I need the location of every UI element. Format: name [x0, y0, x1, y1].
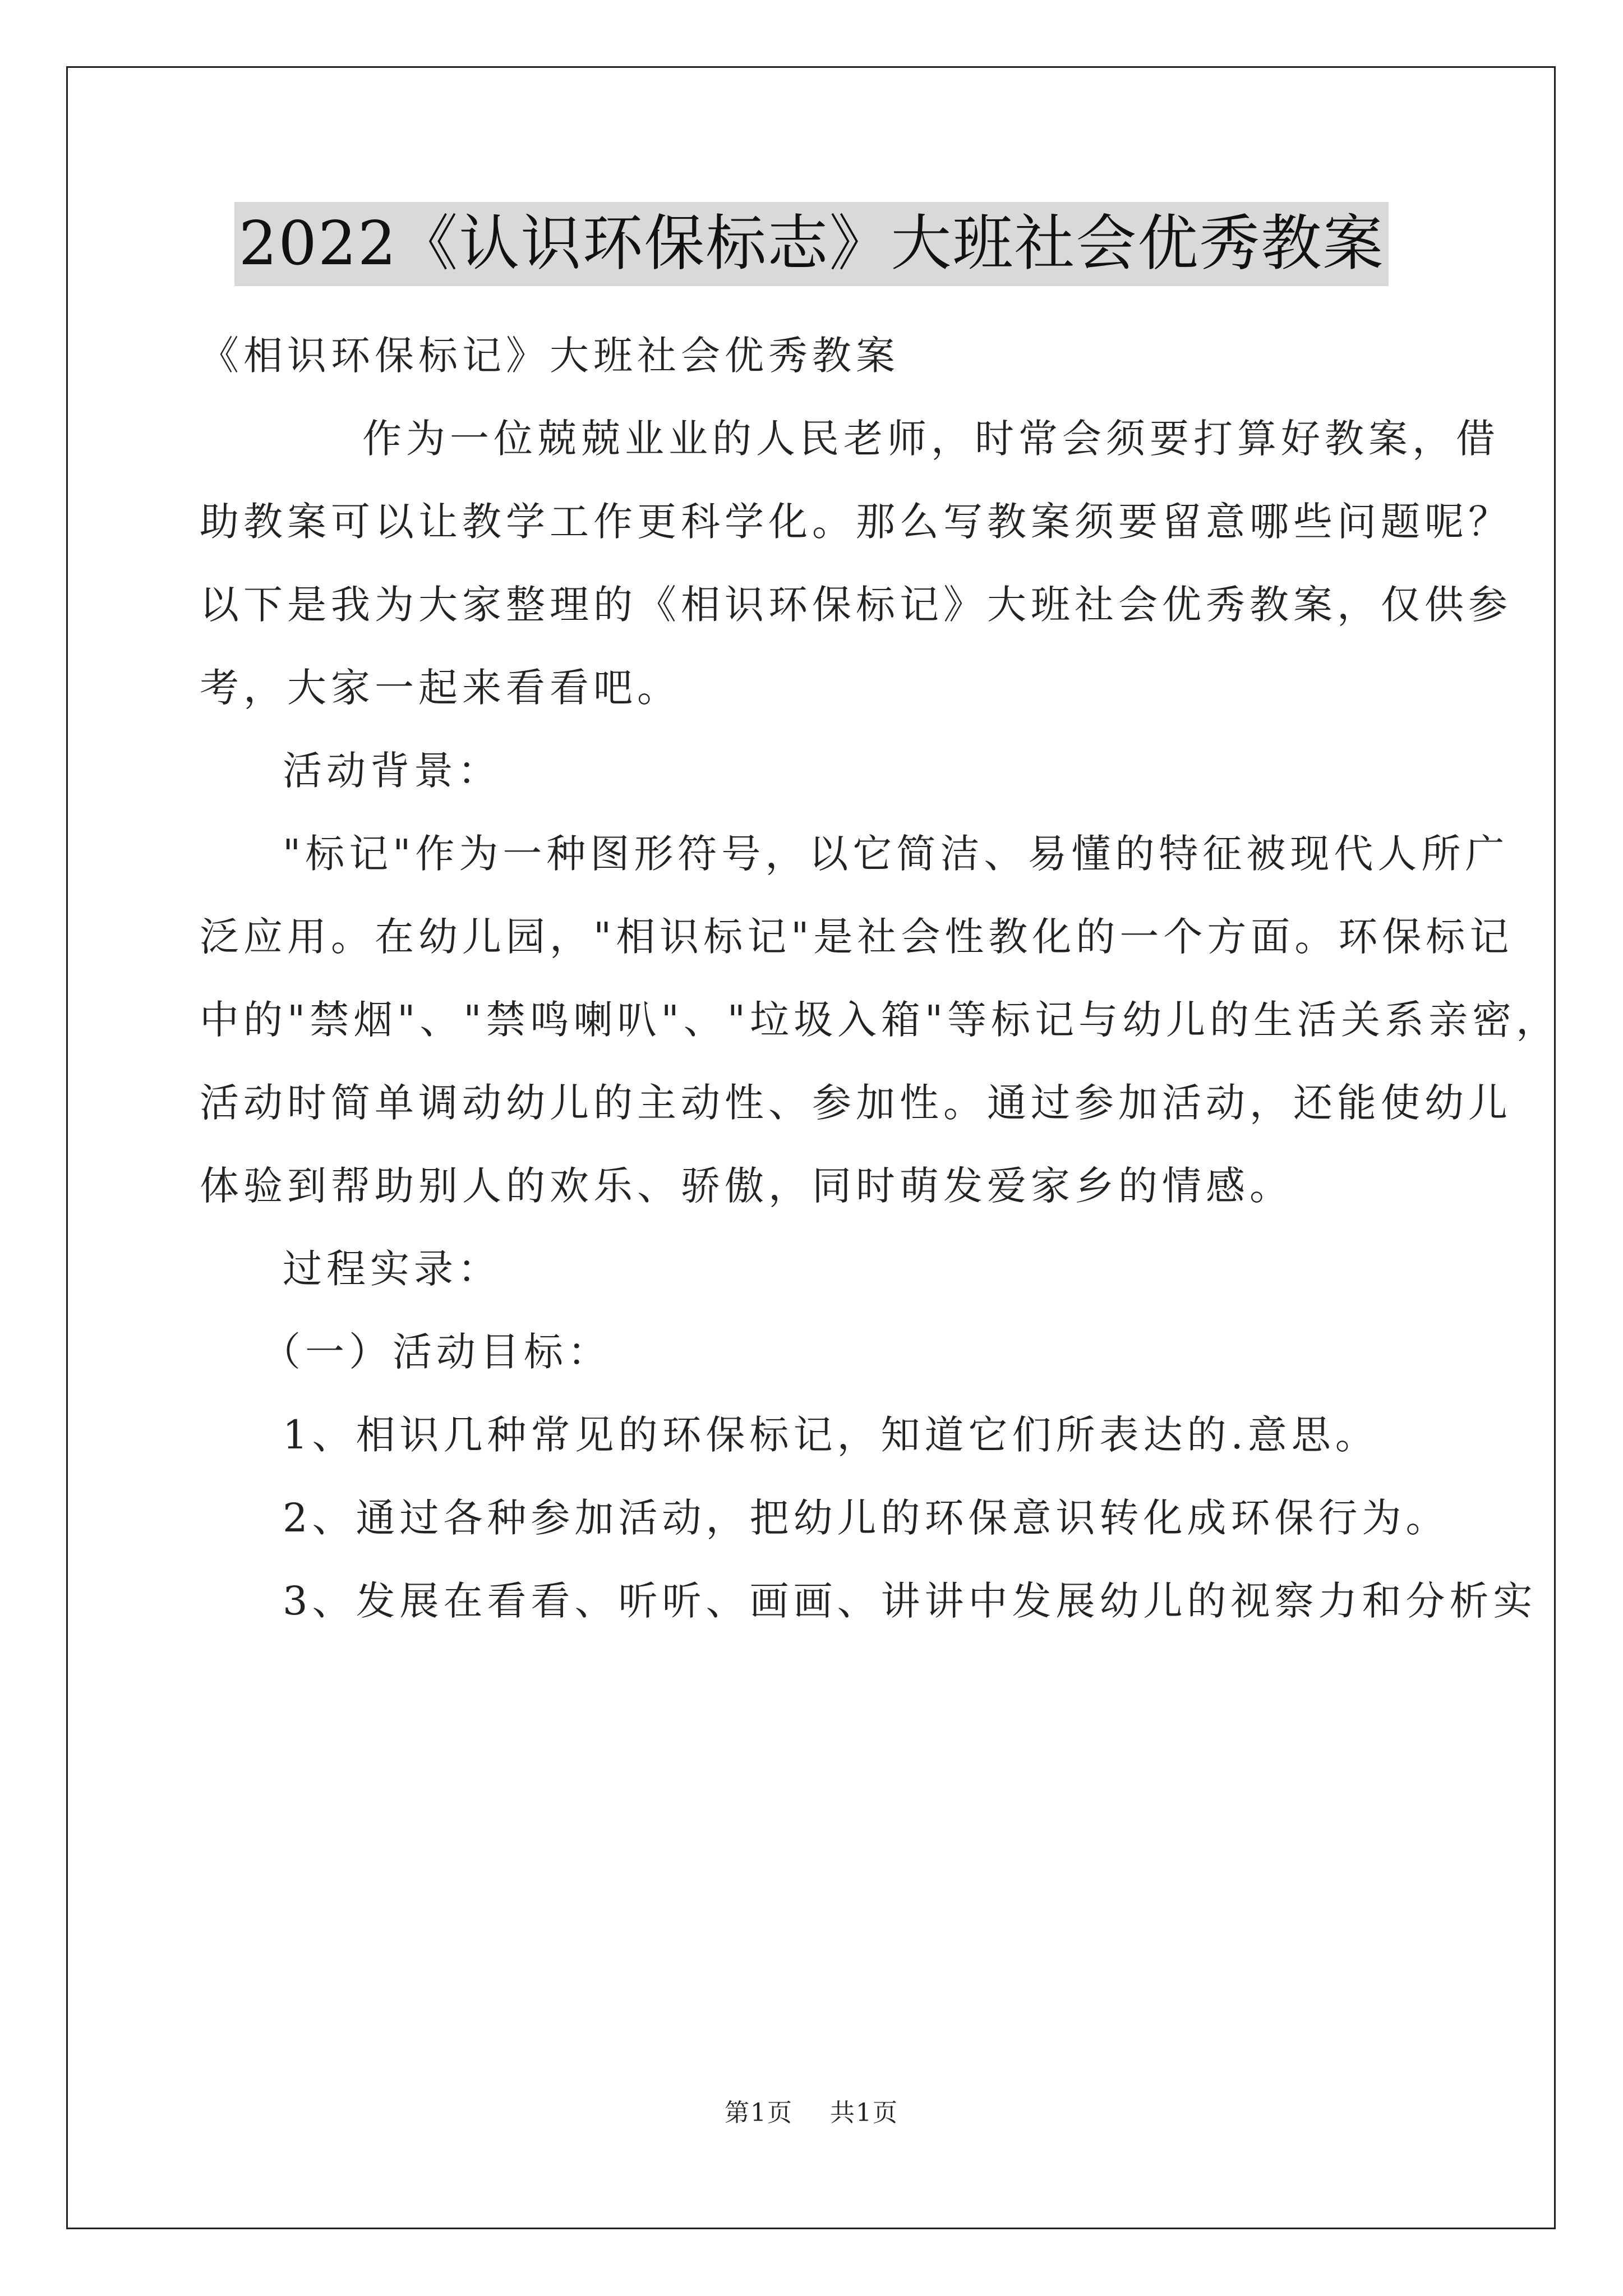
page-footer [0, 2092, 1623, 2128]
paragraph-line: 泛应用。在幼儿园，"相识标记"是社会性教化的一个方面。环保标记 [200, 914, 1514, 960]
page-total: 共1页 [830, 2099, 898, 2127]
paragraph-line: 活动时简单调动幼儿的主动性、参加性。通过参加活动，还能使幼儿 [200, 1080, 1512, 1126]
list-item: 2、通过各种参加活动，把幼儿的环保意识转化成环保行为。 [283, 1495, 1450, 1541]
paragraph-line: 以下是我为大家整理的《相识环保标记》大班社会优秀教案，仅供参 [200, 582, 1512, 628]
page-number: 第1页 [725, 2099, 793, 2127]
paragraph-line: 考，大家一起来看看吧。 [200, 665, 681, 711]
title-container [0, 202, 1623, 286]
subtitle-line: 《相识环保标记》大班社会优秀教案 [200, 333, 900, 379]
section-heading: （一）活动目标： [261, 1329, 611, 1375]
document-body [200, 314, 1560, 1642]
section-heading: 过程实录： [283, 1246, 501, 1292]
paragraph-line: 中的"禁烟"、"禁鸣喇叭"、"垃圾入箱"等标记与幼儿的生活关系亲密， [200, 997, 1560, 1043]
paragraph-line: 体验到帮助别人的欢乐、骄傲，同时萌发爱家乡的情感。 [200, 1163, 1293, 1209]
paragraph-line: "标记"作为一种图形符号，以它简洁、易懂的特征被现代人所广 [283, 831, 1509, 877]
section-heading: 活动背景： [283, 748, 501, 794]
paragraph-line: 作为一位兢兢业业的人民老师，时常会须要打算好教案，借 [362, 416, 1500, 462]
list-item: 1、相识几种常见的环保标记，知道它们所表达的.意思。 [283, 1412, 1379, 1458]
document-title: 2022《认识环保标志》大班社会优秀教案 [234, 202, 1389, 286]
paragraph-line: 助教案可以让教学工作更科学化。那么写教案须要留意哪些问题呢？ [200, 499, 1512, 545]
list-item: 3、发展在看看、听听、画画、讲讲中发展幼儿的视察力和分析实 [283, 1578, 1537, 1624]
